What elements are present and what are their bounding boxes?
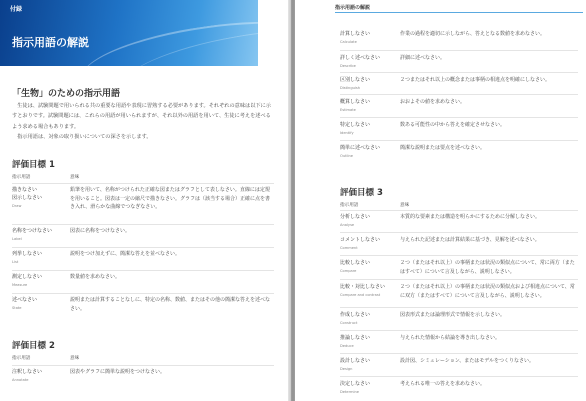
term-meaning: 考えられる唯一の答えを求めなさい。	[400, 381, 486, 387]
term-meaning: 本質的な要素または構造を明らかにするために分解しなさい。	[400, 214, 541, 220]
term-label: 特定しなさい	[340, 122, 371, 128]
row-divider	[340, 72, 578, 73]
term-label: 設計しなさい	[340, 358, 371, 364]
row-divider	[340, 255, 578, 256]
term-english: Measure	[12, 283, 28, 287]
term-meaning: ２つまたはそれ以上の概念または事柄の相違点を明確にしなさい。	[400, 77, 551, 83]
row-divider	[12, 270, 274, 271]
term-meaning: 図表形式または論理形式で情報を示しなさい。	[400, 312, 506, 318]
term-label: 列挙しなさい	[12, 251, 43, 257]
intro-text: 生徒は、試験問題で用いられる共の重要な用語や表現に習熟する必要があります。それぞれの意味は以下に示すとおりです。試験問題には、これらの用語が用いられますが、それ以外の用語を用いて、生徒に考えを述べるよう求める場合もあります。	[12, 103, 271, 130]
row-divider	[340, 210, 578, 211]
term-english: Compare	[340, 269, 357, 273]
row-divider	[340, 353, 578, 354]
term-meaning: おおよその値を求めなさい。	[400, 99, 466, 105]
row-divider	[340, 330, 578, 331]
intro-paragraph	[12, 101, 274, 143]
title-banner	[0, 0, 258, 66]
row-divider	[340, 232, 578, 233]
page-title: 指示用語の解説	[12, 36, 89, 49]
column-header-meaning: 意味	[70, 356, 80, 361]
term-meaning: 図表に名称をつけなさい。	[70, 228, 131, 234]
header-rule	[335, 12, 583, 13]
appendix-tab: 付録	[10, 6, 23, 13]
column-header-meaning: 意味	[70, 175, 80, 180]
term-meaning: 簡潔な説明または要点を述べなさい。	[400, 145, 486, 151]
term-english: Draw	[12, 204, 22, 208]
term-meaning: 詳細に述べなさい。	[400, 55, 446, 61]
term-meaning: ２つ（またはそれ以上）の事柄または状況の類似点および相違点について、常に双方（またはすべて）について言及しながら、説明しなさい。	[400, 284, 575, 299]
term-english: Analyse	[340, 223, 355, 227]
term-label: 詳しく述べなさい	[340, 55, 381, 61]
row-divider	[340, 50, 578, 51]
row-divider	[12, 365, 274, 366]
column-header-term: 指示用語	[340, 203, 359, 208]
goal-1-heading: 評価目標 1	[12, 160, 55, 170]
term-label: 測定しなさい	[12, 274, 43, 280]
term-label: 図示しなさい	[12, 195, 43, 201]
goal-2-heading: 評価目標 2	[12, 341, 55, 351]
term-meaning: 数ある可能性の中から答えを確定させなさい。	[400, 122, 506, 128]
right-page	[295, 0, 586, 401]
term-label: 比較・対比しなさい	[340, 284, 386, 290]
term-label: 簡単に述べなさい	[340, 145, 381, 151]
row-divider	[12, 247, 274, 248]
row-divider	[340, 94, 578, 95]
term-english: Estimate	[340, 108, 356, 112]
term-meaning: 与えられた記述または計算結果に基づき、見解を述べなさい。	[400, 237, 540, 243]
row-divider	[12, 183, 274, 184]
term-meaning: 設計図、シミュレーション、またはモデルをつくりなさい。	[400, 358, 535, 364]
row-divider	[12, 224, 274, 225]
term-english: Compare and contrast	[340, 293, 381, 297]
row-divider	[340, 117, 578, 118]
term-label: 概算しなさい	[340, 99, 371, 105]
term-english: Annotate	[12, 378, 29, 382]
term-english: List	[12, 260, 19, 264]
row-divider	[340, 376, 578, 377]
running-header: 指示用語の解説	[335, 5, 371, 11]
row-divider	[340, 307, 578, 308]
left-page	[0, 0, 291, 401]
term-meaning: 数量値を求めなさい。	[70, 274, 121, 280]
row-divider	[340, 279, 578, 280]
term-english: Construct	[340, 321, 358, 325]
term-meaning: 鉛筆を用いて、名称がつけられた正確な図またはグラフとして表しなさい。直線には定規を用いること。図表は一定の縮尺で描きなさい。グラフは（該当する場合）正確に点を書き入れ、滑らかな曲線でつなぎなさい。	[70, 187, 271, 211]
term-label: 決定しなさい	[340, 381, 371, 387]
term-english: Comment	[340, 246, 358, 250]
term-english: Identify	[340, 131, 354, 135]
row-divider	[12, 293, 274, 294]
goal-3-heading: 評価目標 3	[340, 188, 383, 198]
intro-text: 指示用語は、対象の取り扱いについての深さを示します。	[12, 134, 152, 141]
column-header-term: 指示用語	[12, 175, 31, 180]
term-meaning: 与えられた情報から結論を導き出しなさい。	[400, 335, 501, 341]
term-label: 推論しなさい	[340, 335, 371, 341]
term-label: 比較しなさい	[340, 260, 371, 266]
section-title: 「生物」のための指示用語	[12, 89, 121, 99]
term-meaning: 図表やグラフに簡単な説明をつけなさい。	[70, 369, 166, 375]
term-label: 注釈しなさい	[12, 369, 43, 375]
term-label: 作成しなさい	[340, 312, 371, 318]
term-english: Label	[12, 237, 22, 241]
column-header-term: 指示用語	[12, 356, 31, 361]
term-english: Determine	[340, 390, 360, 394]
term-label: 計算しなさい	[340, 31, 371, 37]
term-label: 述べなさい	[12, 297, 38, 303]
term-meaning: 説明または計算することなしに、特定の名称、数値、またはその他の簡潔な答えを述べなさい。	[70, 297, 271, 312]
term-meaning: 作業の過程を適切に示しながら、答えとなる数値を求めなさい。	[400, 31, 546, 37]
term-meaning: ２つ（またはそれ以上）の事柄または状況の類似点について、常に両方（またはすべて）について言及しながら、説明しなさい。	[400, 260, 575, 275]
term-label: 名称をつけなさい	[12, 228, 53, 234]
term-meaning: 説明をつけ加えずに、簡潔な答えを並べなさい。	[70, 251, 181, 257]
term-english: Distinguish	[340, 86, 361, 90]
column-header-meaning: 意味	[400, 203, 410, 208]
term-english: Calculate	[340, 40, 357, 44]
term-english: Describe	[340, 64, 356, 68]
term-english: State	[12, 306, 22, 310]
term-english: Design	[340, 367, 353, 371]
row-divider	[340, 140, 578, 141]
term-label: 描きなさい	[12, 187, 38, 193]
term-label: 区別しなさい	[340, 77, 371, 83]
term-english: Outline	[340, 154, 354, 158]
term-label: 分析しなさい	[340, 214, 371, 220]
term-english: Deduce	[340, 344, 354, 348]
term-label: コメントしなさい	[340, 237, 381, 243]
